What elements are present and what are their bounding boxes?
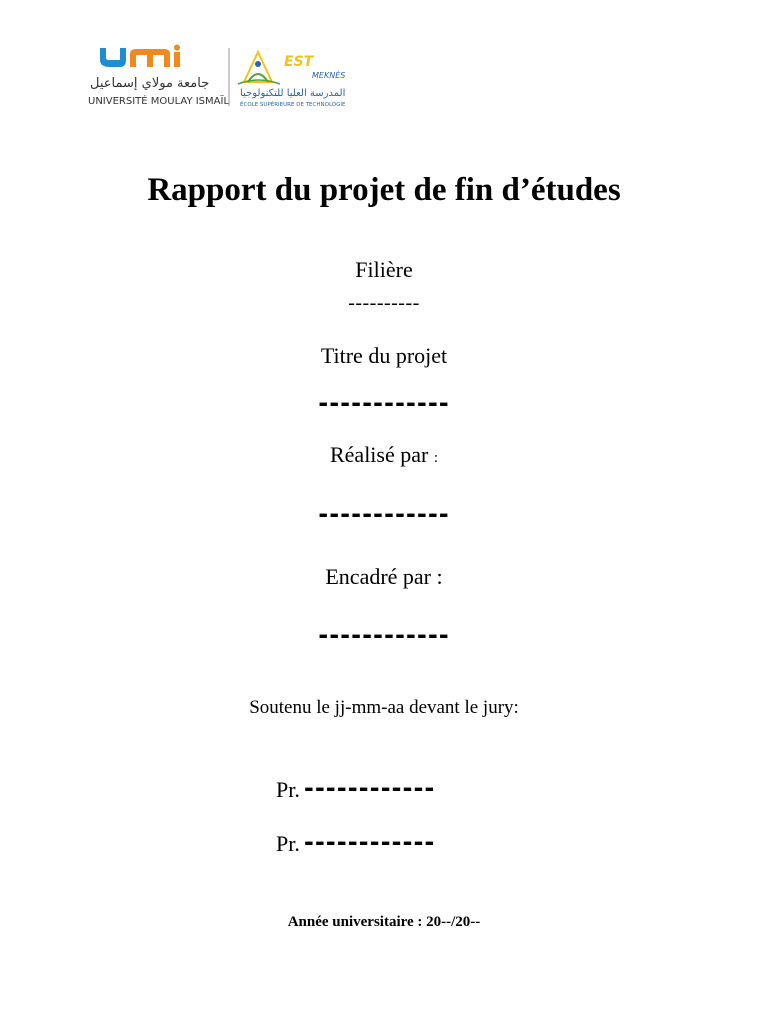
report-title: Rapport du projet de fin d’études [147,172,621,208]
academic-year: Année universitaire : 20--/20-- [287,914,481,930]
est-city: MEKNÈS [312,71,346,80]
realise-par-text: Réalisé par [329,442,434,467]
est-logo [238,52,346,108]
umi-french-name: UNIVERSITÉ MOULAY ISMAÏL [88,96,230,107]
encadre-par-value: ------------ [318,621,450,649]
umi-arabic-name: جامعة مولاي إسماعيل [90,76,210,91]
est-arabic-name: المدرسة العليا للتكنولوجيا [240,88,346,99]
project-title-label: Titre du projet [320,343,448,368]
realise-par-value: ------------ [318,500,450,528]
header-logos [88,44,358,110]
project-title-value: ------------ [318,389,450,417]
jury-name: ------------ [303,828,436,856]
logos-graphic [88,44,358,110]
filiere-value: ---------- [348,292,420,314]
est-french-name: ÉCOLE SUPÉRIEURE DE TECHNOLOGIE [240,102,346,108]
jury-name: ------------ [303,774,436,802]
realise-par-label [0,441,768,472]
soutenance-line: Soutenu le jj-mm-aa devant le jury: [249,697,519,718]
jury-prefix: Pr. [276,777,300,802]
umi-logo [88,45,229,108]
encadre-par-label: Encadré par : [325,564,443,589]
jury-prefix: Pr. [276,831,300,856]
jury-member [276,774,435,804]
realise-par-colon: : [433,450,439,466]
est-logo-text: EST [284,54,314,70]
filiere-label: Filière [355,257,413,282]
jury-member [276,828,435,858]
